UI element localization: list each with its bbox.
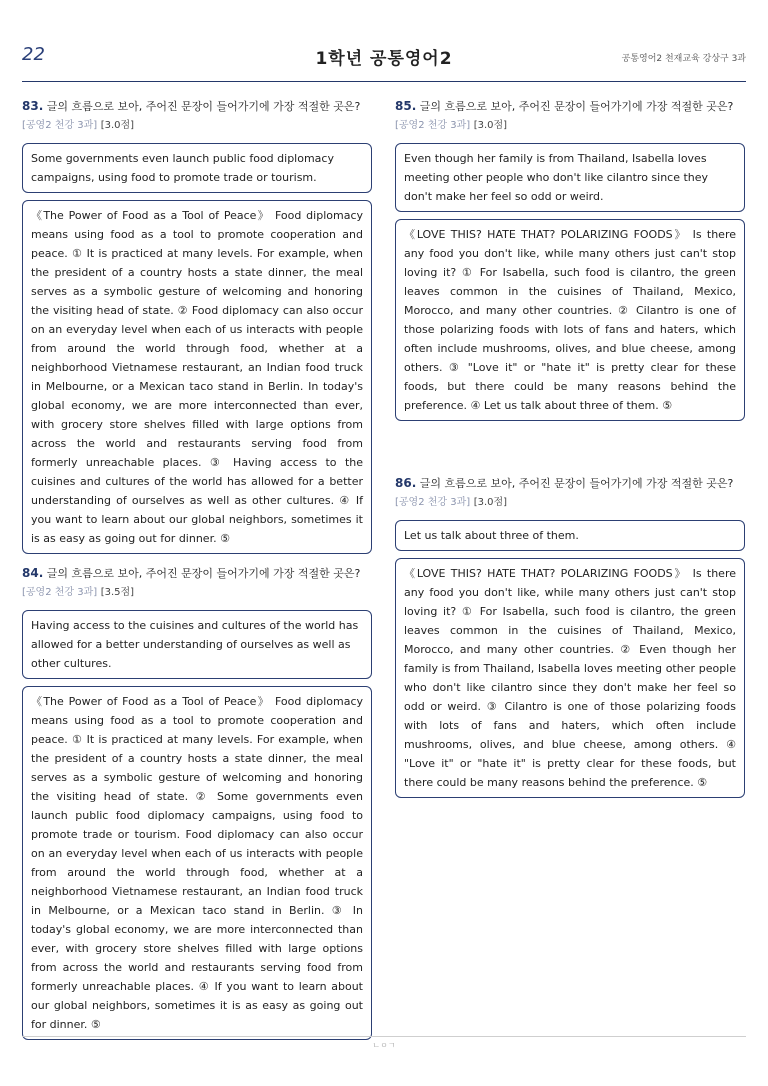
question-points: [3.5점]	[100, 587, 135, 598]
question-number: 86.	[395, 476, 417, 490]
document-subtitle: 공통영어2 천재교육 강상구 3과	[621, 54, 746, 64]
question-header	[395, 97, 745, 135]
question-header	[22, 97, 372, 135]
question-source: [공영2 천강 3과]	[22, 587, 98, 598]
passage-box: 《The Power of Food as a Tool of Peace》 Food diplomacy means using food as a tool to promote cooperation and peace. ① It is practiced at many levels. For example, when the president of a country hosts a state dinner, the meal serves as a symbolic gesture of welcoming and honoring the visiting head of state. ② Some governments even launch public food diplomacy campaigns, using food to promote trade or tourism. Food diplomacy can also occur on an everyday level when each of us interacts with people from around the world through food, whether at a neighborhood Vietnamese restaurant, an Indian food truck in Melbourne, or a Mexican taco stand in Berlin. ③ In today's global economy, we are more interconnected than ever, with grocery store shelves filled with large options from across the world and restaurants serving food from formerly unreachable places. ④ If you want to learn about our global neighbors, sometimes it is as easy as going out for dinner. ⑤	[22, 686, 372, 1040]
question-source: [공영2 천강 3과]	[395, 497, 471, 508]
question-points: [3.0점]	[100, 120, 135, 131]
question-prompt: 글의 흐름으로 보아, 주어진 문장이 들어가기에 가장 적절한 곳은?	[46, 567, 361, 580]
passage-box: 《LOVE THIS? HATE THAT? POLARIZING FOODS》 Is there any food you don't like, while many others just can't stop loving it? ① For Isabella, such food is cilantro, the green leaves common in the cuisines of Thailand, Mexico, Morocco, and many other countries. ② Even though her family is from Thailand, Isabella loves meeting other people who don't like cilantro since they don't make her feel so odd or weird. ③ Cilantro is one of those polarizing foods with lots of fans and haters, which often include mushrooms, olives, and blue cheese, among others. ④ "Love it" or "hate it" is pretty clear for these foods, but there could be many reasons behind the preference. ⑤	[395, 558, 745, 798]
footer-text: ㄴㅇㄱ	[372, 1041, 396, 1050]
question-number: 84.	[22, 566, 44, 580]
passage-box: 《The Power of Food as a Tool of Peace》 Food diplomacy means using food as a tool to promote cooperation and peace. ① It is practiced at many levels. For example, when the president of a country hosts a state dinner, the meal serves as a symbolic gesture of welcoming and honoring the visiting head of state. ② Food diplomacy can also occur on an everyday level when each of us interacts with people from around the world through food, whether at a neighborhood Vietnamese restaurant, an Indian food truck in Melbourne, or a Mexican taco stand in Berlin. In today's global economy, we are more interconnected than ever, with grocery store shelves filled with large options from across the world and restaurants serving food from formerly unreachable places. ③ Having access to the cuisines and cultures of the world has allowed for a better understanding of ourselves as well as other cultures. ④ If you want to learn about our global neighbors, sometimes it is as easy as going out for dinner. ⑤	[22, 200, 372, 554]
page-header	[22, 40, 746, 82]
passage-box: 《LOVE THIS? HATE THAT? POLARIZING FOODS》 Is there any food you don't like, while many others just can't stop loving it? ① For Isabella, such food is cilantro, the green leaves common in the cuisines of Thailand, Mexico, Morocco, and many other countries. ② Cilantro is one of those polarizing foods with lots of fans and haters, which often include mushrooms, olives, and blue cheese, among others. ③ "Love it" or "hate it" is pretty clear for these foods, but there could be many reasons behind the preference. ④ Let us talk about three of them. ⑤	[395, 219, 745, 421]
question-points: [3.0점]	[473, 497, 508, 508]
document-title: 1학년 공통영어2	[315, 49, 453, 69]
question-86	[395, 474, 745, 798]
page-number: 22	[22, 44, 45, 65]
footer-divider	[22, 1036, 746, 1037]
question-source: [공영2 천강 3과]	[22, 120, 98, 131]
given-sentence-box: Some governments even launch public food diplomacy campaigns, using food to promote trade or tourism.	[22, 143, 372, 193]
question-prompt: 글의 흐름으로 보아, 주어진 문장이 들어가기에 가장 적절한 곳은?	[419, 477, 734, 490]
question-points: [3.0점]	[473, 120, 508, 131]
question-prompt: 글의 흐름으로 보아, 주어진 문장이 들어가기에 가장 적절한 곳은?	[46, 100, 361, 113]
given-sentence-box: Having access to the cuisines and cultures of the world has allowed for a better understanding of ourselves as well as other cultures.	[22, 610, 372, 679]
question-number: 83.	[22, 99, 44, 113]
question-84	[22, 564, 372, 1040]
question-header	[395, 474, 745, 512]
given-sentence-box: Let us talk about three of them.	[395, 520, 745, 551]
question-prompt: 글의 흐름으로 보아, 주어진 문장이 들어가기에 가장 적절한 곳은?	[419, 100, 734, 113]
question-83	[22, 97, 372, 554]
question-source: [공영2 천강 3과]	[395, 120, 471, 131]
question-85	[395, 97, 745, 421]
question-header	[22, 564, 372, 602]
question-number: 85.	[395, 99, 417, 113]
given-sentence-box: Even though her family is from Thailand, Isabella loves meeting other people who don't like cilantro since they don't make her feel so odd or weird.	[395, 143, 745, 212]
